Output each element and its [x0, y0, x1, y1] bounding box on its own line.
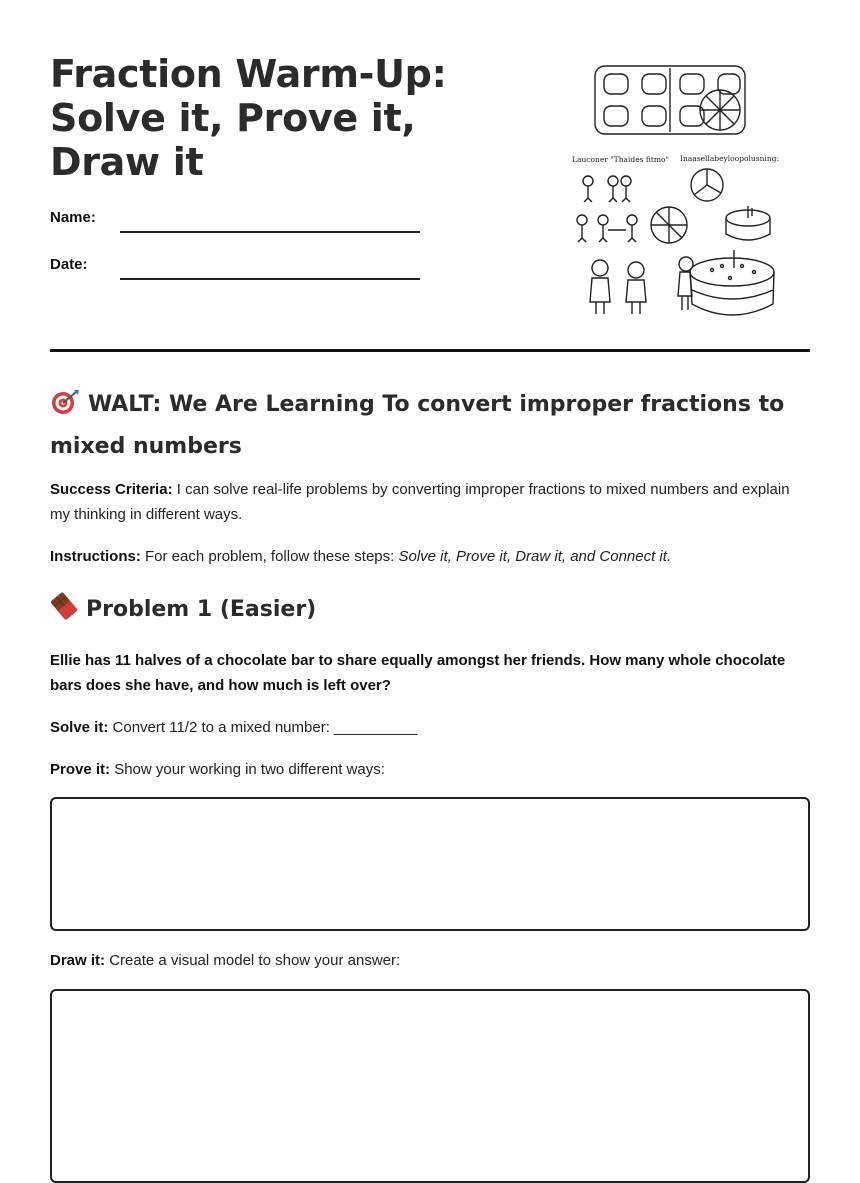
name-label: Name:	[50, 209, 96, 226]
prove-it-answer-box[interactable]	[50, 797, 810, 931]
prove-it-label: Prove it:	[50, 761, 111, 778]
date-line[interactable]	[120, 278, 420, 280]
solve-it-label: Solve it:	[50, 719, 109, 736]
walt-text: WALT: We Are Learning To convert improper fractions to mixed numbers	[50, 392, 785, 459]
illustration-caption-left: Lauconer "Thaides fitmo"	[572, 155, 669, 164]
solve-it-line	[50, 715, 810, 740]
chocolate-bar-icon	[50, 592, 78, 631]
girls-drawing	[590, 260, 646, 314]
prove-it-text: Show your working in two different ways:	[114, 761, 385, 778]
illustration-caption-right: Inaasellabeyloopolusning:	[680, 154, 779, 163]
prove-it-line	[50, 757, 810, 782]
header-divider	[50, 349, 810, 352]
page-title: Fraction Warm-Up: Solve it, Prove it, Draw it	[50, 52, 447, 184]
boy-drawing	[678, 257, 693, 310]
draw-it-answer-box[interactable]	[50, 989, 810, 1183]
problem1-question: Ellie has 11 halves of a chocolate bar to share equally amongst her friends. How many whole chocolate bars does she have, and how much is left over?	[50, 652, 786, 694]
success-criteria	[50, 477, 810, 527]
success-criteria-text: I can solve real-life problems by converting improper fractions to mixed numbers and explain my thinking in different ways.	[50, 481, 790, 523]
solve-it-text: Convert 11/2 to a mixed number: __________	[112, 719, 418, 736]
kids-drawing-2	[577, 215, 637, 242]
fraction-illustration	[560, 58, 790, 328]
instructions-text: For each problem, follow these steps:	[145, 548, 395, 565]
instructions-steps: Solve it, Prove it, Draw it, and Connect it	[398, 548, 667, 565]
instructions-label: Instructions:	[50, 548, 141, 565]
draw-it-label: Draw it:	[50, 952, 106, 969]
success-criteria-label: Success Criteria:	[50, 481, 173, 498]
draw-it-text: Create a visual model to show your answer:	[109, 952, 401, 969]
date-label: Date:	[50, 256, 88, 273]
name-line[interactable]	[120, 231, 420, 233]
instructions	[50, 544, 810, 569]
walt-heading	[50, 386, 820, 466]
kids-drawing-1	[583, 176, 631, 202]
instructions-end: .	[666, 548, 672, 565]
target-icon	[50, 389, 80, 428]
problem1-heading	[50, 592, 316, 631]
problem1-heading-text: Problem 1 (Easier)	[86, 597, 317, 622]
draw-it-line	[50, 948, 810, 973]
